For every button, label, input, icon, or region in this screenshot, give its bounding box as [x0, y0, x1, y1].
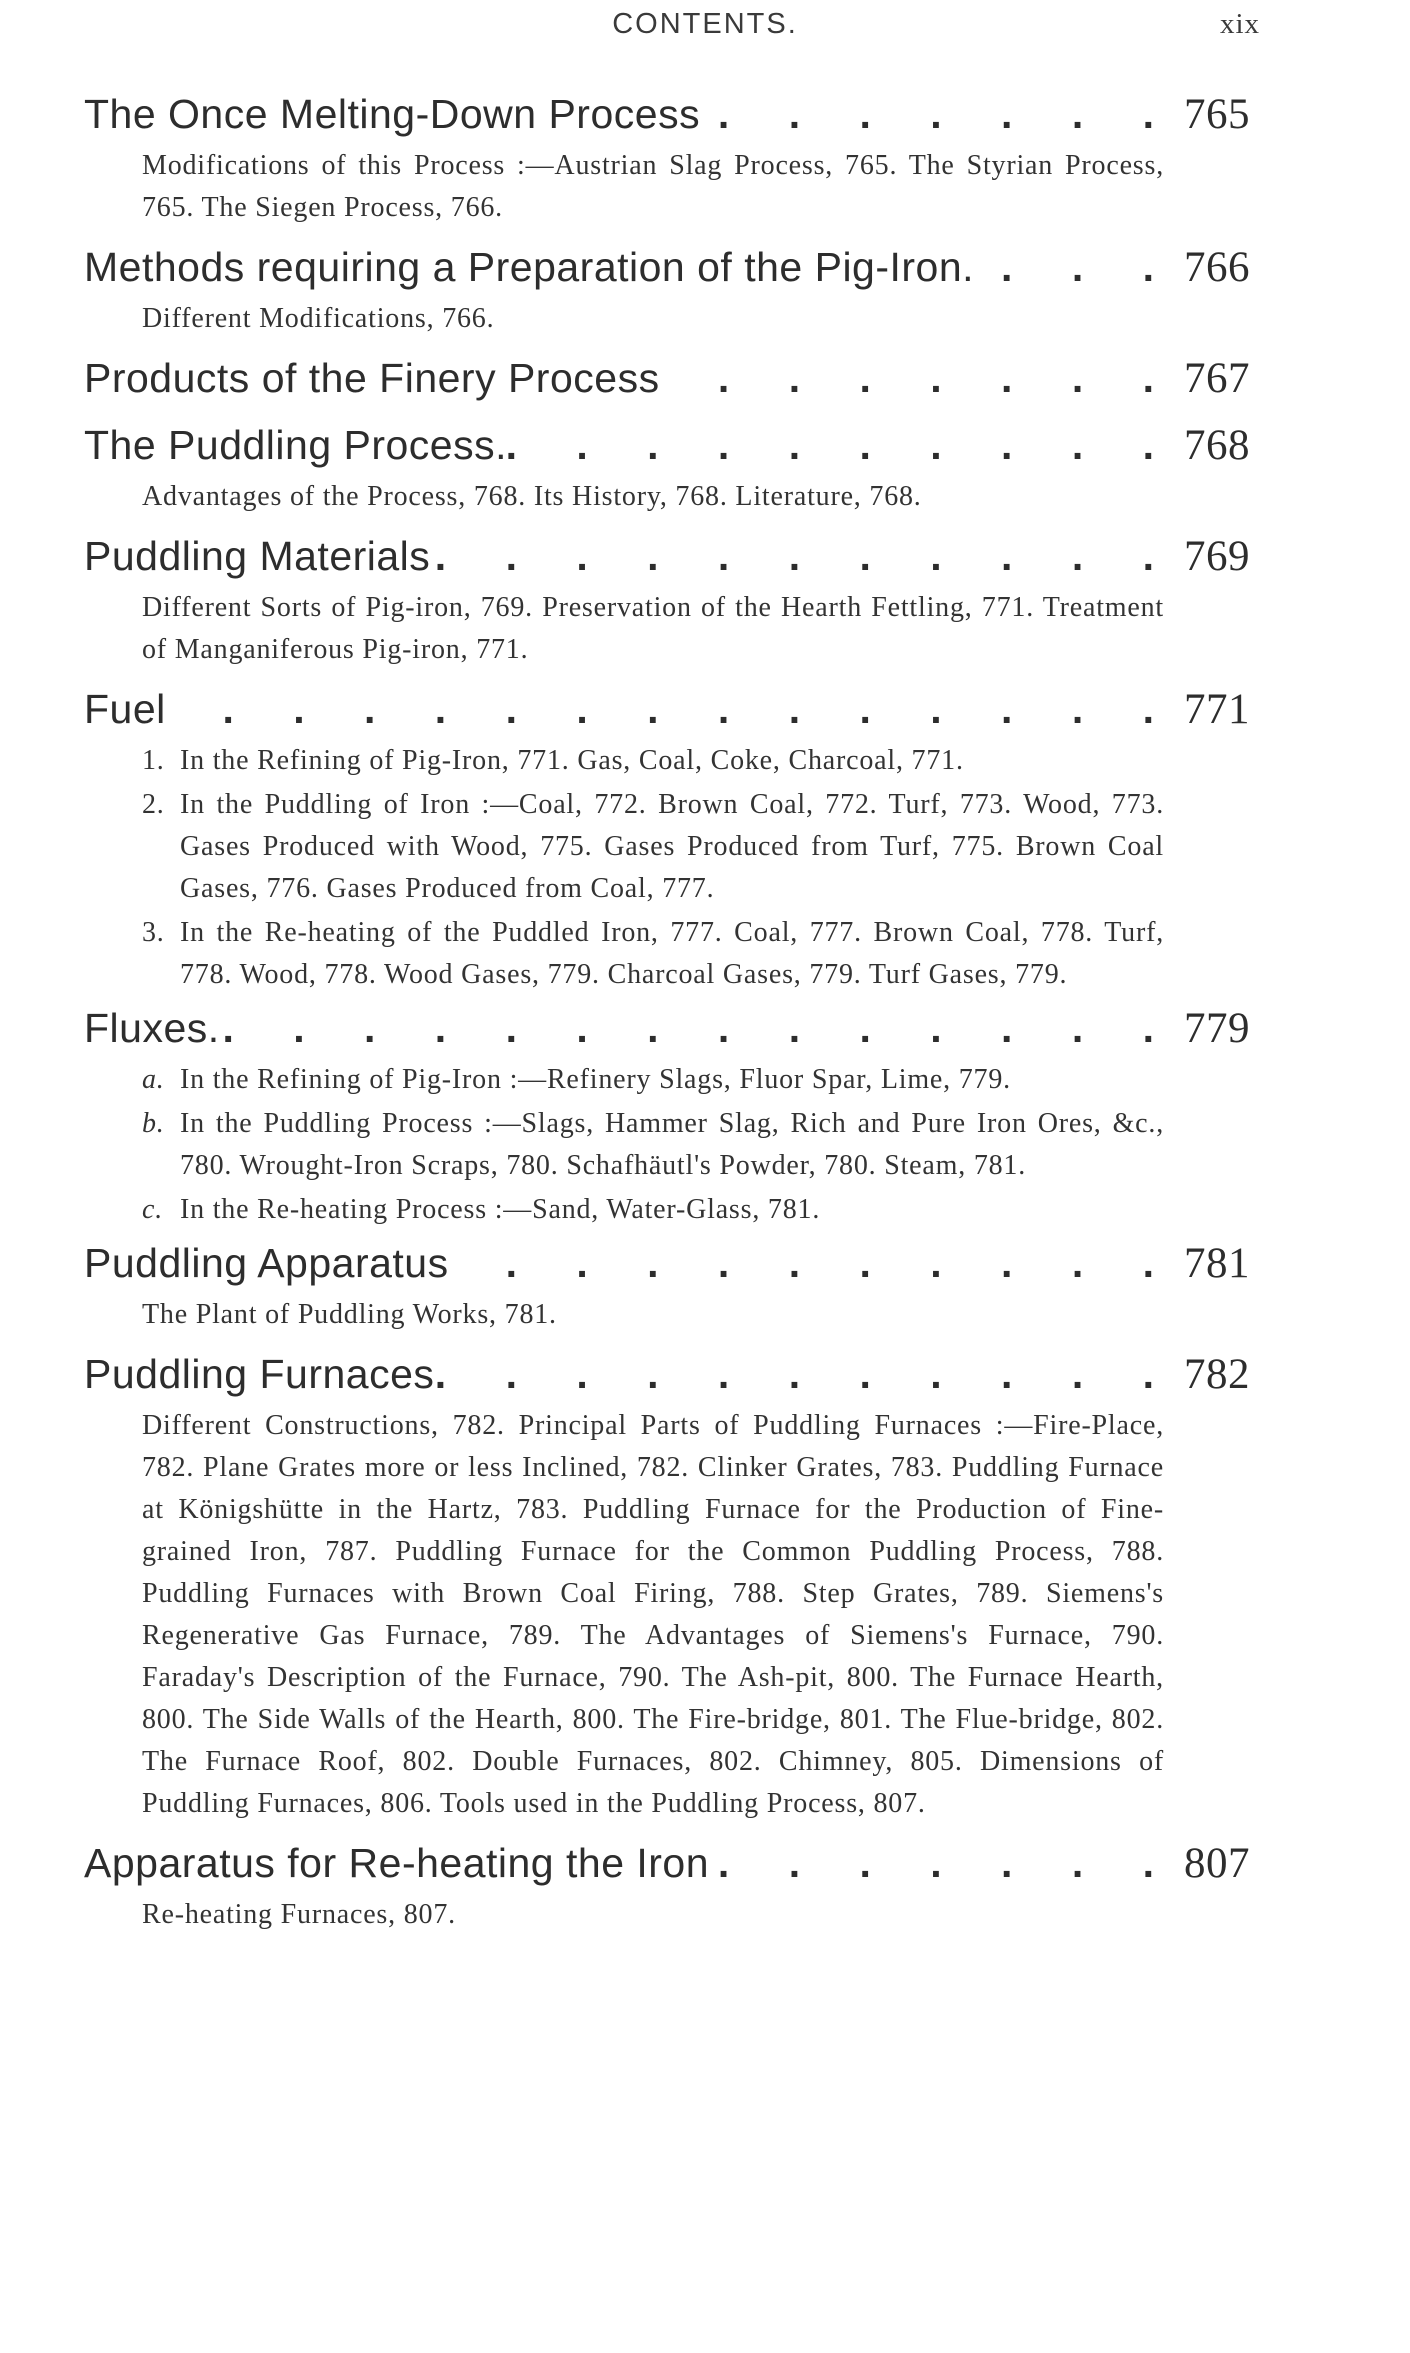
- item-text: In the Puddling Process :—Slags, Hammer Slag, Rich and Pure Iron Ores, &c., 780. Wrought-Iron Scraps, 780. Schafhäutl's Powder, 780. Steam, 781.: [180, 1108, 1164, 1181]
- item-marker: b.: [142, 1108, 165, 1139]
- toc-entry-title: Puddling Furnaces: [84, 1351, 435, 1397]
- toc-entry-page: 765: [1184, 91, 1250, 138]
- item-marker: a.: [142, 1064, 165, 1095]
- dot-leader: [430, 526, 1178, 586]
- toc-entry-page: 779: [1184, 1005, 1250, 1052]
- table-of-contents: [84, 84, 1250, 1944]
- toc-entry: [84, 415, 1250, 518]
- toc-entry-title: Puddling Materials: [84, 533, 431, 579]
- toc-sub-item: [84, 740, 1250, 782]
- item-text: In the Re-heating of the Puddled Iron, 777. Coal, 777. Brown Coal, 778. Turf, 778. Wood, 778. Wood Gases, 779. Charcoal Gases, 779. Turf Gases, 779.: [180, 917, 1164, 990]
- toc-entry-heading[interactable]: [84, 415, 1250, 476]
- page-number: xix: [1219, 8, 1260, 40]
- toc-entry: [84, 998, 1250, 1231]
- toc-entry-title: Fluxes.: [84, 1005, 220, 1051]
- dot-leader: [974, 237, 1178, 297]
- toc-sub-item: [84, 1103, 1250, 1187]
- toc-entry: [84, 348, 1250, 415]
- toc-entry-heading[interactable]: [84, 526, 1250, 587]
- toc-entry-page: 767: [1184, 355, 1250, 402]
- toc-entry-detail: Advantages of the Process, 768. Its History, 768. Literature, 768.: [142, 481, 922, 512]
- toc-entry-title: The Once Melting-Down Process: [84, 91, 701, 137]
- toc-entry-heading[interactable]: [84, 1344, 1250, 1405]
- dot-leader: [166, 679, 1178, 739]
- item-marker: 2.: [142, 789, 165, 820]
- toc-entry-detail: Modifications of this Process :—Austrian Slag Process, 765. The Styrian Process, 765. The Siegen Process, 766.: [142, 150, 1164, 223]
- toc-entry: [84, 679, 1250, 996]
- dot-leader: [434, 1344, 1178, 1404]
- running-title: CONTENTS.: [612, 8, 798, 40]
- toc-entry: [84, 1233, 1250, 1336]
- item-text: In the Puddling of Iron :—Coal, 772. Brown Coal, 772. Turf, 773. Wood, 773. Gases Produced with Wood, 775. Gases Produced from Turf, 775. Brown Coal Gases, 776. Gases Produced from Coal, 777.: [180, 789, 1164, 904]
- toc-entry-detail: Re-heating Furnaces, 807.: [142, 1899, 456, 1930]
- item-text: In the Refining of Pig-Iron :—Refinery Slags, Fluor Spar, Lime, 779.: [180, 1064, 1011, 1095]
- dot-leader: [507, 415, 1178, 475]
- item-marker: c.: [142, 1194, 164, 1225]
- toc-entry: [84, 1833, 1250, 1936]
- toc-entry-title: Methods requiring a Preparation of the Pig-Iron.: [84, 244, 975, 290]
- toc-entry-detail: Different Modifications, 766.: [142, 303, 495, 334]
- toc-sub-item: [84, 1189, 1250, 1231]
- toc-entry: [84, 526, 1250, 671]
- dot-leader: [709, 1833, 1178, 1893]
- toc-entry-page: 768: [1184, 422, 1250, 469]
- toc-entry-detail: Different Constructions, 782. Principal Parts of Puddling Furnaces :—Fire-Place, 782. Plane Grates more or less Inclined, 782. Clinker Grates, 783. Puddling Furnace at Königshütte in the Hartz, 783. Puddling Furnace for the Production of Fine-grained Iron, 787. Puddling Furnace for the Common Puddling Process, 788. Puddling Furnaces with Brown Coal Firing, 788. Step Grates, 789. Siemens's Regenerative Gas Furnace, 789. The Advantages of Siemens's Furnace, 790. Faraday's Description of the Furnace, 790. The Ash-pit, 800. The Furnace Hearth, 800. The Side Walls of the Hearth, 800. The Fire-bridge, 801. The Flue-bridge, 802. The Furnace Roof, 802. Double Furnaces, 802. Chimney, 805. Dimensions of Puddling Furnaces, 806. Tools used in the Puddling Process, 807.: [142, 1410, 1164, 1819]
- toc-entry-page: 766: [1184, 244, 1250, 291]
- toc-sub-item: [84, 912, 1250, 996]
- toc-entry: [84, 84, 1250, 229]
- toc-entry-page: 782: [1184, 1351, 1250, 1398]
- toc-entry-title: Products of the Finery Process: [84, 355, 660, 401]
- dot-leader: [700, 84, 1178, 144]
- toc-entry-heading[interactable]: [84, 679, 1250, 740]
- toc-entry-page: 771: [1184, 686, 1250, 733]
- toc-entry-page: 769: [1184, 533, 1250, 580]
- toc-entry-heading[interactable]: [84, 1233, 1250, 1294]
- toc-entry: [84, 237, 1250, 340]
- item-marker: 1.: [142, 745, 165, 776]
- toc-entry-title: The Puddling Process.: [84, 422, 508, 468]
- toc-sub-item: [84, 1059, 1250, 1101]
- toc-entry-heading[interactable]: [84, 84, 1250, 145]
- toc-entry-title: Fuel: [84, 686, 166, 732]
- toc-entry-title: Apparatus for Re-heating the Iron: [84, 1840, 710, 1886]
- page-header: [0, 8, 1410, 48]
- toc-entry-detail: Different Sorts of Pig-iron, 769. Preservation of the Hearth Fettling, 771. Treatment of Manganiferous Pig-iron, 771.: [142, 592, 1164, 665]
- toc-entry-page: 781: [1184, 1240, 1250, 1287]
- item-marker: 3.: [142, 917, 165, 948]
- toc-sub-item: [84, 784, 1250, 910]
- toc-entry-heading[interactable]: [84, 1833, 1250, 1894]
- toc-entry-detail: The Plant of Puddling Works, 781.: [142, 1299, 557, 1330]
- toc-entry: [84, 1344, 1250, 1825]
- toc-entry-heading[interactable]: [84, 348, 1250, 409]
- item-text: In the Re-heating Process :—Sand, Water-Glass, 781.: [180, 1194, 821, 1225]
- toc-entry-page: 807: [1184, 1840, 1250, 1887]
- dot-leader: [660, 348, 1178, 408]
- toc-entry-heading[interactable]: [84, 998, 1250, 1059]
- dot-leader: [220, 998, 1178, 1058]
- toc-entry-title: Puddling Apparatus: [84, 1240, 449, 1286]
- toc-entry-heading[interactable]: [84, 237, 1250, 298]
- item-text: In the Refining of Pig-Iron, 771. Gas, Coal, Coke, Charcoal, 771.: [180, 745, 964, 776]
- dot-leader: [449, 1233, 1178, 1293]
